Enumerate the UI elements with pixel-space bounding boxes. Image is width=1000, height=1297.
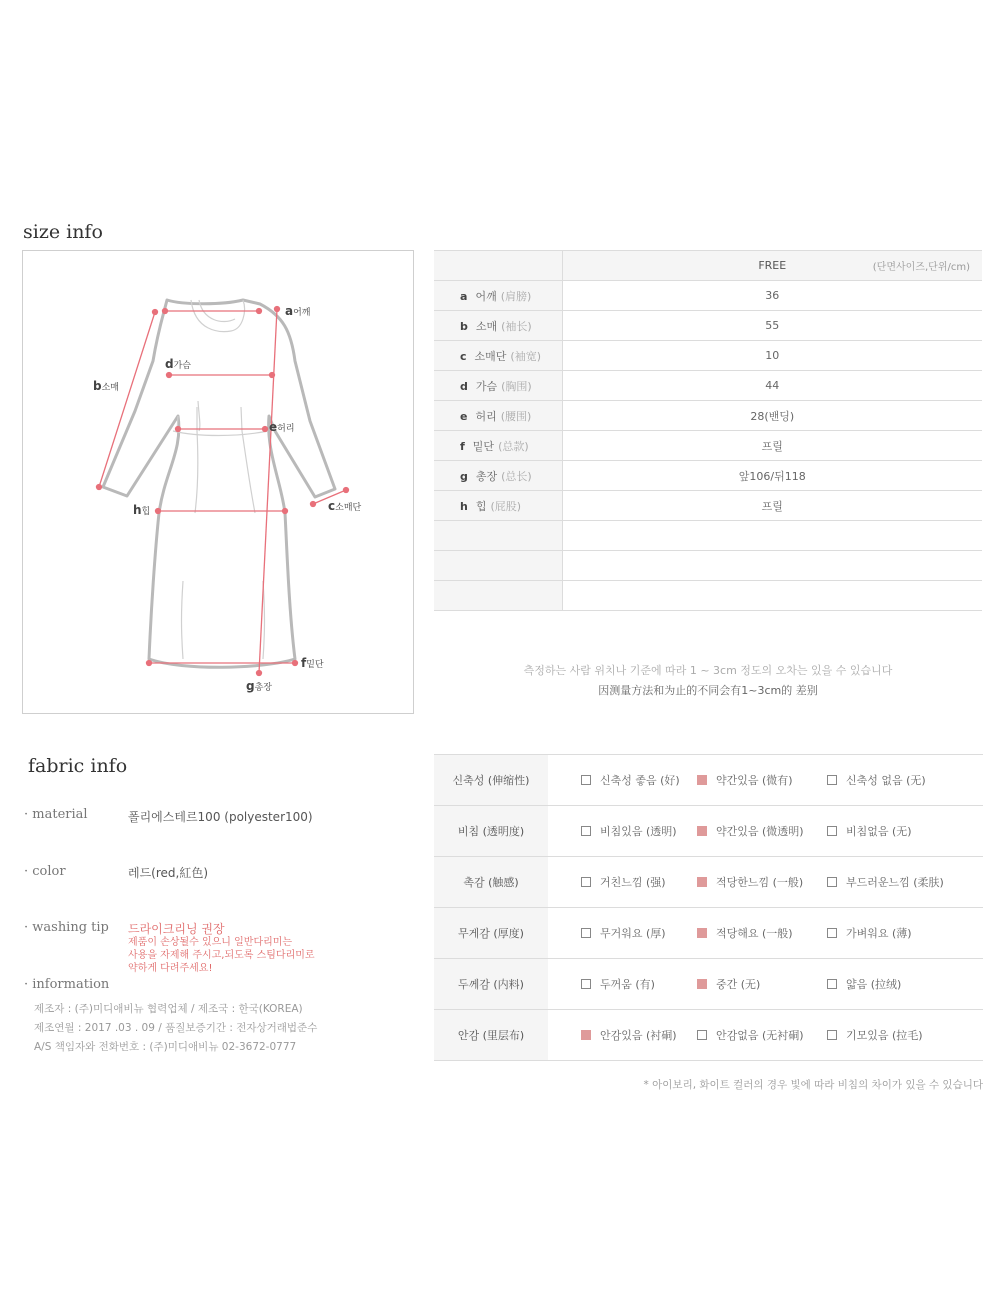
checkbox-icon: [697, 928, 707, 938]
fabric-option: 부드러운느낌 (柔肤): [827, 874, 944, 890]
fabric-option: 약간있음 (微有): [697, 772, 827, 788]
fabric-option: 적당한느낌 (一般): [697, 874, 827, 890]
fabric-row: [434, 806, 983, 857]
checkbox-icon: [827, 928, 837, 938]
size-row-value: 앞106/뒤118: [562, 461, 982, 491]
size-table-row-empty: [434, 521, 982, 551]
size-row-label: f 밑단 (总款): [434, 431, 562, 461]
fabric-option: 비침있음 (透明): [581, 823, 697, 839]
size-table-row: [434, 341, 982, 371]
fabric-row: [434, 755, 983, 806]
size-row-value: 44: [562, 371, 982, 401]
fabric-note: * 아이보리, 화이트 컬러의 경우 빛에 따라 비침의 차이가 있을 수 있습니다: [643, 1079, 983, 1091]
fabric-table: [434, 754, 983, 1061]
dress-diagram: [22, 250, 414, 714]
size-row-value: 28(밴딩): [562, 401, 982, 431]
size-row-value: 10: [562, 341, 982, 371]
checkbox-icon: [581, 1030, 591, 1040]
fabric-option: 가벼워요 (薄): [827, 925, 912, 941]
checkbox-icon: [581, 826, 591, 836]
label-a: a어깨: [285, 304, 311, 318]
size-table-row: [434, 401, 982, 431]
checkbox-icon: [697, 775, 707, 785]
checkbox-icon: [827, 979, 837, 989]
size-header-free: FREE: [758, 259, 787, 272]
unit-note: (단면사이즈,단위/cm): [872, 262, 970, 273]
size-info-title: size info: [23, 221, 103, 243]
size-table-row: [434, 431, 982, 461]
label-b: b소매: [93, 379, 119, 393]
size-table-row: [434, 491, 982, 521]
checkbox-icon: [827, 877, 837, 887]
fabric-option: 두꺼움 (有): [581, 976, 697, 992]
size-row-label: a 어깨 (肩膀): [434, 281, 562, 311]
fabric-info-title: fabric info: [28, 755, 128, 777]
fabric-row-label: 두께감 (内料): [434, 959, 548, 1010]
checkbox-icon: [697, 826, 707, 836]
size-row-value: 프릴: [562, 491, 982, 521]
size-table-row-empty: [434, 581, 982, 611]
measure-note-cn: 因测量方法和为止的不同会有1~3cm的 差别: [598, 684, 818, 697]
size-table-row: [434, 461, 982, 491]
information-label: · information: [24, 977, 110, 992]
fabric-option: 얇음 (拉绒): [827, 976, 901, 992]
fabric-option: 안감없음 (无衬硐): [697, 1027, 827, 1043]
size-row-value: 프릴: [562, 431, 982, 461]
size-row-value: 36: [562, 281, 982, 311]
size-row-label: d 가슴 (胸围): [434, 371, 562, 401]
fabric-row-label: 신축성 (伸缩性): [434, 755, 548, 806]
fabric-row: [434, 908, 983, 959]
size-row-label: g 총장 (总长): [434, 461, 562, 491]
size-row-label: e 허리 (腰围): [434, 401, 562, 431]
material-label: · material: [24, 807, 88, 822]
washing-desc: 제품이 손상될수 있으니 일반다리미는 사용을 자제해 주시고,되도록 스팀다리미로 약하게 다려주세요!: [128, 937, 315, 974]
measure-note-kr: 측정하는 사람 위치나 기준에 따라 1 ~ 3cm 정도의 오차는 있을 수 있습니다: [523, 664, 893, 677]
fabric-option: 신축성 좋음 (好): [581, 772, 697, 788]
fabric-row-label: 안감 (里层布): [434, 1010, 548, 1061]
fabric-option: 약간있음 (微透明): [697, 823, 827, 839]
label-c: c소매단: [328, 499, 362, 513]
size-row-value: 55: [562, 311, 982, 341]
fabric-option: 거친느낌 (强): [581, 874, 697, 890]
fabric-option: 비침없음 (无): [827, 823, 912, 839]
fabric-option: 적당해요 (一般): [697, 925, 827, 941]
checkbox-icon: [697, 979, 707, 989]
size-table: [434, 250, 982, 611]
size-table-row: [434, 311, 982, 341]
checkbox-icon: [827, 826, 837, 836]
checkbox-icon: [581, 928, 591, 938]
fabric-option: 안감있음 (衬硐): [581, 1027, 697, 1043]
size-table-row: [434, 281, 982, 311]
label-g: g총장: [246, 679, 272, 693]
washing-title: 드라이크리닝 권장: [128, 922, 225, 936]
info-line: 제조연월 : 2017 .03 . 09 / 품질보증기간 : 전자상거래법준수: [34, 1022, 318, 1034]
checkbox-icon: [581, 877, 591, 887]
color-label: · color: [24, 864, 66, 879]
fabric-row: [434, 959, 983, 1010]
fabric-option: 중간 (无): [697, 976, 827, 992]
checkbox-icon: [581, 775, 591, 785]
fabric-option: 신축성 없음 (无): [827, 772, 926, 788]
fabric-row: [434, 857, 983, 908]
checkbox-icon: [581, 979, 591, 989]
color-value: 레드(red,紅色): [128, 866, 209, 880]
fabric-row-label: 비침 (透明度): [434, 806, 548, 857]
label-f: f밑단: [301, 656, 324, 670]
info-line: 제조자 : (주)미디애비뉴 협력업체 / 제조국 : 한국(KOREA): [34, 1003, 303, 1015]
fabric-row: [434, 1010, 983, 1061]
label-e: e허리: [269, 420, 295, 434]
washing-label: · washing tip: [24, 920, 109, 935]
fabric-option: 무거워요 (厚): [581, 925, 697, 941]
material-value: 폴리에스테르100 (polyester100): [128, 810, 313, 824]
checkbox-icon: [697, 1030, 707, 1040]
checkbox-icon: [697, 877, 707, 887]
fabric-row-label: 촉감 (触感): [434, 857, 548, 908]
size-row-label: h 힙 (屁股): [434, 491, 562, 521]
checkbox-icon: [827, 775, 837, 785]
fabric-option: 기모있음 (拉毛): [827, 1027, 923, 1043]
label-h: h힙: [133, 503, 151, 517]
size-row-label: c 소매단 (袖宽): [434, 341, 562, 371]
fabric-row-label: 무게감 (厚度): [434, 908, 548, 959]
size-table-header: [434, 251, 982, 281]
size-table-row-empty: [434, 551, 982, 581]
label-d: d가슴: [165, 357, 191, 371]
checkbox-icon: [827, 1030, 837, 1040]
size-row-label: b 소매 (袖长): [434, 311, 562, 341]
info-line: A/S 책임자와 전화번호 : (주)미디애비뉴 02-3672-0777: [34, 1041, 297, 1053]
size-table-row: [434, 371, 982, 401]
dress-illustration: [23, 251, 415, 715]
